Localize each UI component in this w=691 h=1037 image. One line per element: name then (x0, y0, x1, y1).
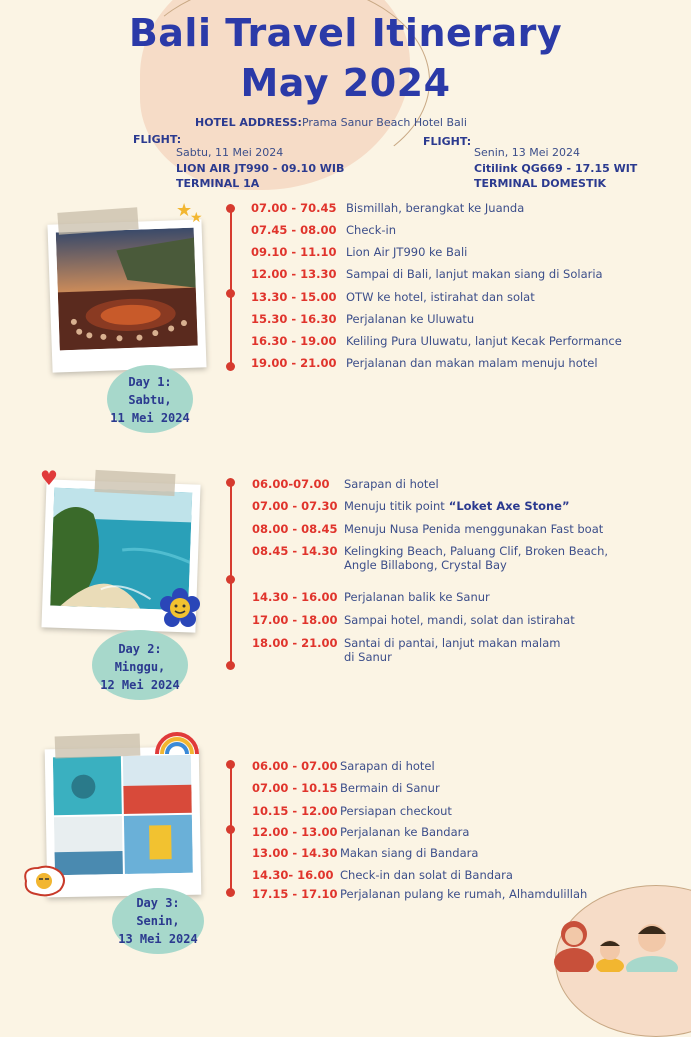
fried-egg-icon (20, 864, 68, 898)
schedule-activity (344, 544, 608, 572)
schedule-activity-text: Sampai hotel, mandi, solat dan istirahat (344, 613, 575, 627)
schedule-activity-text: Sarapan di hotel (340, 759, 435, 773)
schedule-activity (340, 846, 478, 860)
schedule-time: 07.00 - 70.45 (251, 201, 337, 215)
schedule-time: 17.00 - 18.00 (252, 613, 338, 627)
hotel-label: HOTEL ADDRESS: (195, 116, 302, 129)
sanur-activities-collage-image (53, 755, 193, 875)
flight-back-terminal: TERMINAL DOMESTIK (474, 177, 607, 190)
schedule-activity (346, 223, 396, 237)
schedule-activity-text: Perjalanan pulang ke rumah, Alhamdulillah (340, 887, 588, 901)
schedule-activity (340, 804, 452, 818)
timeline-dot (226, 289, 235, 298)
timeline-dot (226, 661, 235, 670)
schedule-activity (346, 245, 467, 259)
tape-decoration (94, 470, 175, 496)
schedule-activity (346, 290, 535, 304)
schedule-activity-text: Lion Air JT990 ke Bali (346, 245, 468, 259)
schedule-time: 12.00 - 13.30 (251, 267, 337, 281)
schedule-time: 06.00-07.00 (252, 477, 330, 491)
day2-timeline-line (230, 480, 232, 665)
schedule-activity-text: Perjalanan ke Uluwatu (346, 312, 475, 326)
schedule-activity (340, 759, 435, 773)
schedule-activity-highlight: “Loket Axe Stone” (444, 499, 570, 513)
schedule-activity (346, 267, 603, 281)
schedule-activity (346, 201, 524, 215)
schedule-activity-text: Bermain di Sanur (340, 781, 440, 795)
schedule-activity-text: Check-in (346, 223, 397, 237)
rainbow-icon (155, 730, 199, 756)
schedule-time: 19.00 - 21.00 (251, 356, 337, 370)
schedule-activity (344, 590, 490, 604)
schedule-activity-text: Sampai di Bali, lanjut makan siang di Solaria (346, 267, 603, 281)
schedule-activity-text: Persiapan checkout (340, 804, 452, 818)
flower-smiley-icon (160, 588, 200, 628)
schedule-time: 09.10 - 11.10 (251, 245, 337, 259)
day1-photo (47, 219, 206, 372)
day1-badge (107, 365, 193, 433)
schedule-time: 13.30 - 15.00 (251, 290, 337, 304)
schedule-time: 16.30 - 19.00 (251, 334, 337, 348)
tape-decoration (55, 734, 141, 759)
page-title-line1: Bali Travel Itinerary (128, 11, 563, 55)
schedule-time: 14.30 - 16.00 (252, 590, 338, 604)
flight-back-number: Citilink QG669 - 17.15 WIT (474, 162, 638, 175)
star-icon: ★ (176, 200, 193, 221)
schedule-activity (340, 781, 440, 795)
page-title-line2: May 2024 (240, 61, 451, 105)
timeline-dot (226, 760, 235, 769)
day2-badge (92, 630, 188, 700)
day1-badge-line2: 11 Mei 2024 (110, 411, 190, 425)
kecak-performance-image (56, 228, 198, 351)
day3-badge (112, 888, 204, 954)
flight-back-date: Senin, 13 Mei 2024 (474, 146, 581, 159)
timeline-dot (226, 575, 235, 584)
schedule-time: 12.00 - 13.00 (252, 825, 338, 839)
schedule-activity-text: Perjalanan balik ke Sanur (344, 590, 490, 604)
day1-badge-line1: Day 1: Sabtu, (128, 375, 172, 407)
schedule-time: 18.00 - 21.00 (252, 636, 338, 650)
schedule-time: 07.00 - 07.30 (252, 499, 338, 513)
schedule-activity-text: Kelingking Beach, Paluang Clif, Broken Beach, (344, 544, 609, 558)
schedule-activity (344, 499, 570, 513)
people-illustration (552, 912, 688, 972)
schedule-activity-text: Sarapan di hotel (344, 477, 439, 491)
timeline-dot (226, 825, 235, 834)
timeline-dot (226, 478, 235, 487)
timeline-dot (226, 888, 235, 897)
schedule-activity-text: Santai di pantai, lanjut makan malam (344, 636, 561, 650)
schedule-time: 13.00 - 14.30 (252, 846, 338, 860)
schedule-activity (346, 356, 598, 370)
heart-icon: ♥ (40, 466, 58, 490)
timeline-dot (226, 362, 235, 371)
schedule-activity-text: Menuju Nusa Penida menggunakan Fast boat (344, 522, 604, 536)
schedule-activity-line2: di Sanur (344, 650, 392, 664)
day2-badge-line2: 12 Mei 2024 (100, 678, 180, 692)
schedule-time: 06.00 - 07.00 (252, 759, 338, 773)
schedule-activity (344, 613, 575, 627)
schedule-activity (340, 825, 469, 839)
flight-back-label: FLIGHT: (423, 135, 472, 148)
day3-badge-line1: Day 3: Senin, (136, 896, 180, 928)
schedule-time: 14.30- 16.00 (252, 868, 334, 882)
flight-out-date: Sabtu, 11 Mei 2024 (176, 146, 284, 159)
flight-out-label: FLIGHT: (133, 133, 182, 146)
schedule-time: 08.00 - 08.45 (252, 522, 338, 536)
schedule-activity (340, 887, 587, 901)
schedule-time: 08.45 - 14.30 (252, 544, 338, 558)
star-icon: ★ (190, 210, 203, 226)
timeline-dot (226, 204, 235, 213)
schedule-activity-text: OTW ke hotel, istirahat dan solat (346, 290, 535, 304)
schedule-activity (344, 636, 560, 664)
schedule-activity-text: Bismillah, berangkat ke Juanda (346, 201, 525, 215)
schedule-time: 07.45 - 08.00 (251, 223, 337, 237)
flight-out-number: LION AIR JT990 - 09.10 WIB (176, 162, 345, 175)
schedule-activity (346, 334, 622, 348)
schedule-activity (344, 522, 603, 536)
day2-badge-line1: Day 2: Minggu, (114, 642, 166, 674)
schedule-time: 07.00 - 10.15 (252, 781, 338, 795)
schedule-time: 10.15 - 12.00 (252, 804, 338, 818)
schedule-activity-text: Makan siang di Bandara (340, 846, 479, 860)
schedule-activity-text: Perjalanan dan makan malam menuju hotel (346, 356, 598, 370)
schedule-activity-text: Keliling Pura Uluwatu, lanjut Kecak Performance (346, 334, 622, 348)
day3-photo (45, 747, 202, 898)
schedule-activity-text: Perjalanan ke Bandara (340, 825, 470, 839)
schedule-activity (344, 477, 439, 491)
hotel-address (195, 116, 467, 130)
day1-timeline-line (230, 206, 232, 366)
schedule-time: 17.15 - 17.10 (252, 887, 338, 901)
schedule-activity-line2: Angle Billabong, Crystal Bay (344, 558, 507, 572)
schedule-time: 15.30 - 16.30 (251, 312, 337, 326)
hotel-value: Prama Sanur Beach Hotel Bali (301, 116, 467, 129)
flight-out-terminal: TERMINAL 1A (176, 177, 260, 190)
schedule-activity (340, 868, 513, 882)
schedule-activity-text: Check-in dan solat di Bandara (340, 868, 513, 882)
schedule-activity-text: Menuju titik point (344, 499, 445, 513)
schedule-activity (346, 312, 474, 326)
day3-badge-line2: 13 Mei 2024 (118, 932, 198, 946)
